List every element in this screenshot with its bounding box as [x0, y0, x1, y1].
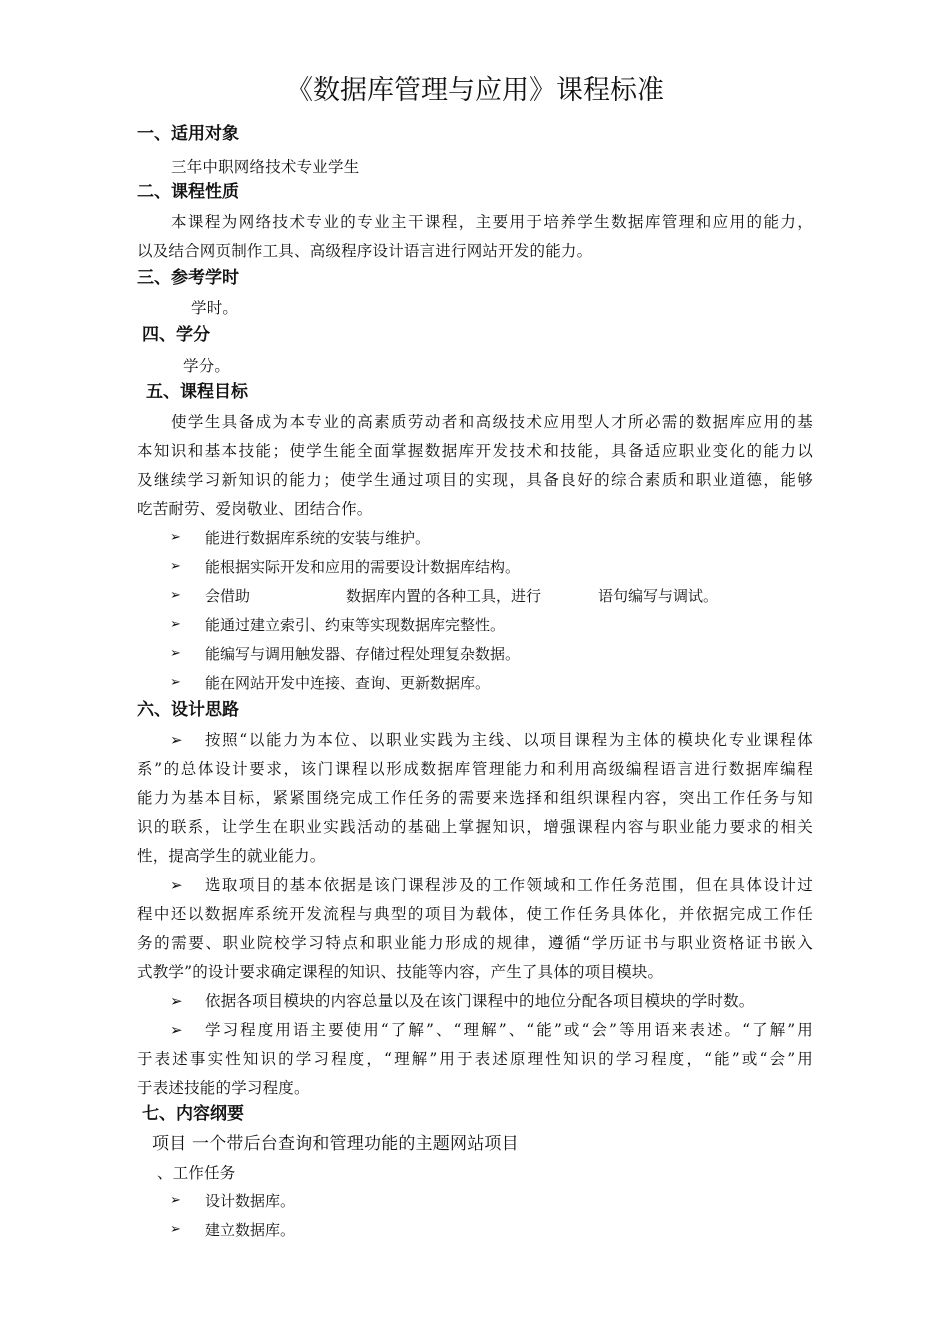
document-title: 《数据库管理与应用》课程标准 [286, 75, 664, 106]
section-heading: 三、参考学时 [137, 268, 239, 288]
paragraph-line: 于表述事实性知识的学习程度，“理解”用于表述原理性知识的学习程度，“能”或“会”用 [137, 1050, 813, 1068]
paragraph-line: 按照“以能力为本位、以职业实践为主线、以项目课程为主体的模块化专业课程体 [205, 731, 813, 749]
arrowhead-bullet-icon: ➢ [170, 1193, 181, 1208]
paragraph-line: 系”的总体设计要求，该门课程以形成数据库管理能力和利用高级编程语言进行数据库编程 [137, 760, 813, 778]
list-item-text: 建立数据库。 [205, 1221, 296, 1239]
paragraph-line: 学习程度用语主要使用“了解”、“理解”、“能”或“会”等用语来表述。“了解”用 [205, 1021, 813, 1039]
paragraph-line: 使学生具备成为本专业的高素质劳动者和高级技术应用型人才所必需的数据库应用的基 [171, 413, 813, 431]
paragraph-line: 选取项目的基本依据是该门课程涉及的工作领域和工作任务范围，但在具体设计过 [205, 876, 813, 894]
paragraph-line: 本知识和基本技能；使学生能全面掌握数据库开发技术和技能，具备适应职业变化的能力以 [137, 442, 813, 460]
paragraph-line: 学分。 [183, 357, 231, 375]
list-item-text: 能根据实际开发和应用的需要设计数据库结构。 [205, 558, 521, 576]
subsection-heading: 、工作任务 [157, 1164, 236, 1182]
paragraph-line: 学时。 [191, 299, 239, 317]
section-heading: 六、设计思路 [137, 700, 239, 720]
paragraph-line: 三年中职网络技术专业学生 [171, 158, 360, 176]
paragraph-line: 及继续学习新知识的能力；使学生通过项目的实现，具备良好的综合素质和职业道德，能够 [137, 471, 813, 489]
section-heading: 四、学分 [142, 325, 210, 345]
section-heading: 二、课程性质 [137, 182, 239, 202]
arrowhead-bullet-icon: ➢ [170, 731, 183, 749]
arrowhead-bullet-icon: ➢ [170, 559, 181, 574]
list-item-text: 能进行数据库系统的安装与维护。 [205, 529, 431, 547]
paragraph-line: 务的需要、职业院校学习特点和职业能力形成的规律，遵循“学历证书与职业资格证书嵌入 [137, 934, 813, 952]
paragraph-line: 以及结合网页制作工具、高级程序设计语言进行网站开发的能力。 [137, 242, 593, 260]
arrowhead-bullet-icon: ➢ [170, 992, 183, 1010]
arrowhead-bullet-icon: ➢ [170, 1021, 183, 1039]
paragraph-line: 吃苦耐劳、爱岗敬业、团结合作。 [137, 500, 373, 518]
arrowhead-bullet-icon: ➢ [170, 675, 181, 690]
paragraph-line: 式教学”的设计要求确定课程的知识、技能等内容，产生了具体的项目模块。 [137, 963, 664, 981]
section-heading: 五、课程目标 [146, 382, 248, 402]
list-item-text: 能在网站开发中连接、查询、更新数据库。 [205, 674, 491, 692]
list-item-text: 会借助 [205, 587, 251, 605]
paragraph-line: 于表述技能的学习程度。 [137, 1079, 310, 1097]
arrowhead-bullet-icon: ➢ [170, 617, 181, 632]
paragraph-line: 程中还以数据库系统开发流程与典型的项目为载体，使工作任务具体化，并依据完成工作任 [137, 905, 813, 923]
paragraph-line: 依据各项目模块的内容总量以及在该门课程中的地位分配各项目模块的学时数。 [205, 992, 755, 1010]
paragraph-line: 本课程为网络技术专业的专业主干课程，主要用于培养学生数据库管理和应用的能力， [171, 213, 813, 231]
paragraph-line: 识的联系，让学生在职业实践活动的基础上掌握知识，增强课程内容与职业能力要求的相关 [137, 818, 813, 836]
project-title: 项目 一个带后台查询和管理功能的主题网站项目 [152, 1134, 519, 1154]
arrowhead-bullet-icon: ➢ [170, 530, 181, 545]
arrowhead-bullet-icon: ➢ [170, 876, 183, 894]
list-item-text: 语句编写与调试。 [598, 587, 719, 605]
arrowhead-bullet-icon: ➢ [170, 646, 181, 661]
list-item-text: 数据库内置的各种工具，进行 [346, 587, 542, 605]
arrowhead-bullet-icon: ➢ [170, 588, 181, 603]
list-item-text: 能编写与调用触发器、存储过程处理复杂数据。 [205, 645, 521, 663]
list-item-text: 能通过建立索引、约束等实现数据库完整性。 [205, 616, 506, 634]
list-item-text: 设计数据库。 [205, 1192, 296, 1210]
arrowhead-bullet-icon: ➢ [170, 1222, 181, 1237]
paragraph-line: 性，提高学生的就业能力。 [137, 847, 326, 865]
paragraph-line: 能力为基本目标，紧紧围绕完成工作任务的需要来选择和组织课程内容，突出工作任务与知 [137, 789, 813, 807]
section-heading: 七、内容纲要 [142, 1104, 244, 1124]
section-heading: 一、适用对象 [137, 124, 239, 144]
